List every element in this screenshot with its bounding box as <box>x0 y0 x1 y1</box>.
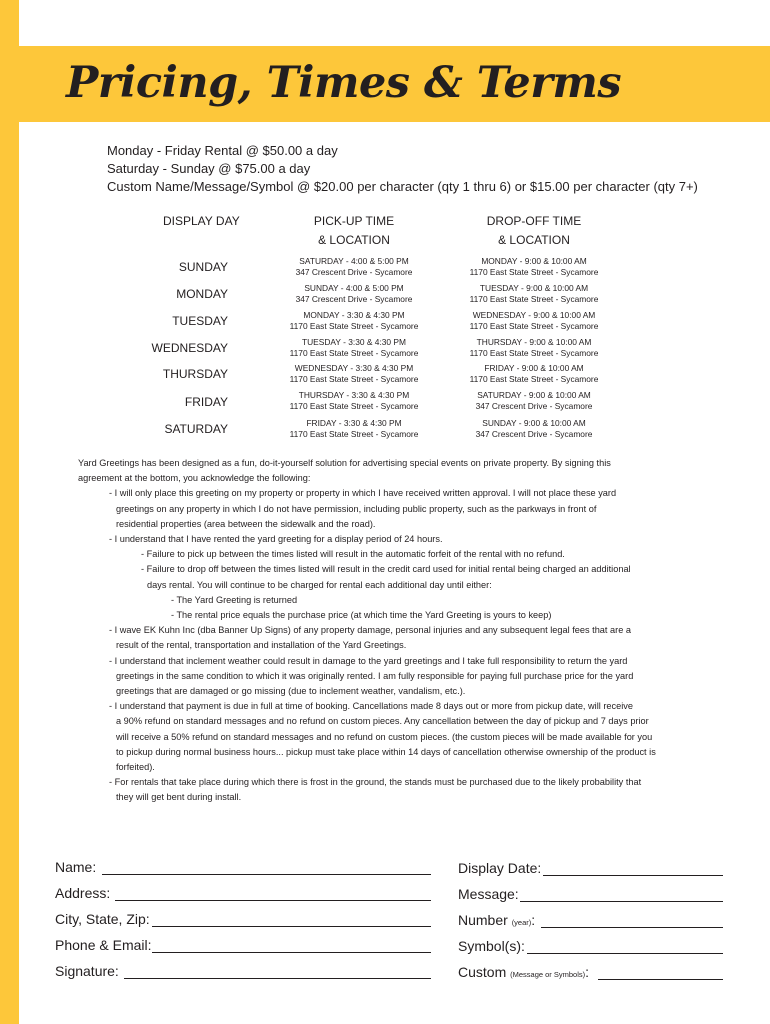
row-pickup: FRIDAY - 3:30 & 4:30 PM 1170 East State Street - Sycamore <box>289 418 419 439</box>
header-display-day: DISPLAY DAY <box>163 214 240 228</box>
rate-weekend: Saturday - Sunday @ $75.00 a day <box>107 161 311 176</box>
terms-line: - I understand that I have rented the yard greeting for a display period of 24 hours. <box>109 534 443 545</box>
row-day-tuesday: TUESDAY <box>172 314 228 328</box>
number-label: Number <box>458 912 508 928</box>
terms-line: greetings that are damaged or go missing (due to inclement weather, vandalism, etc.). <box>116 686 466 697</box>
terms-line: - For rentals that take place during which there is frost in the ground, the stands must be purchased due to the likely probability that <box>109 777 642 788</box>
terms-line: days rental. You will continue to be charged for rental each additional day until either: <box>147 579 492 590</box>
message-field <box>458 885 519 903</box>
terms-line: agreement at the bottom, you acknowledge the following: <box>78 473 311 484</box>
number-colon: : <box>531 912 536 928</box>
row-dropoff: SUNDAY - 9:00 & 10:00 AM 347 Crescent Drive - Sycamore <box>475 418 593 439</box>
message-input-line[interactable] <box>520 901 723 902</box>
terms-line: - Failure to pick up between the times listed will result in the automatic forfeit of the rental with no refund. <box>141 549 565 560</box>
row-pickup: MONDAY - 3:30 & 4:30 PM 1170 East State Street - Sycamore <box>289 310 419 331</box>
signature-input-line[interactable] <box>124 978 431 979</box>
custom-input-line[interactable] <box>598 979 723 980</box>
terms-line: - The Yard Greeting is returned <box>171 594 298 605</box>
display-date-label: Display Date: <box>458 860 542 876</box>
terms-line: result of the rental, transportation and installation of the Yard Greetings. <box>116 640 407 651</box>
terms-line: will receive a 50% refund on standard messages and no refund on custom pieces. (the custom pieces will be made available for you <box>116 731 653 742</box>
name-field <box>55 858 96 876</box>
phone-input-line[interactable] <box>152 952 431 953</box>
message-label: Message: <box>458 886 519 902</box>
terms-line: greetings in the same condition to which it was originally rented. I am fully responsible for paying full purchase price for the yard <box>116 670 634 681</box>
terms-line: - I wave EK Kuhn Inc (dba Banner Up Signs) of any property damage, personal injuries and any subsequent legal fees that are a <box>109 625 631 636</box>
row-day-saturday: SATURDAY <box>164 422 228 436</box>
name-label: Name: <box>55 859 97 875</box>
row-day-wednesday: WEDNESDAY <box>151 341 228 355</box>
address-label: Address: <box>55 885 111 901</box>
row-dropoff: MONDAY - 9:00 & 10:00 AM 1170 East State Street - Sycamore <box>469 256 599 277</box>
terms-line: forfeited). <box>116 762 155 773</box>
symbols-input-line[interactable] <box>527 953 723 954</box>
phone-label: Phone & Email: <box>55 937 152 953</box>
terms-line: - I understand that inclement weather could result in damage to the yard greetings and I take full responsibility to return the yard <box>109 655 628 666</box>
terms-line: - Failure to drop off between the times listed will result in the credit card used for initial rental being charged an additional <box>141 564 631 575</box>
row-pickup: WEDNESDAY - 3:30 & 4:30 PM 1170 East State Street - Sycamore <box>289 363 419 384</box>
terms-line: Yard Greetings has been designed as a fun, do-it-yourself solution for advertising special events on private property. By signing this <box>78 458 611 468</box>
signature-field <box>55 962 119 980</box>
left-accent-bar <box>0 0 19 1024</box>
custom-note: (Message or Symbols) <box>510 970 586 979</box>
terms-line: residential properties (area between the sidewalk and the road). <box>116 518 376 529</box>
custom-colon: : <box>585 964 590 980</box>
display-date-input-line[interactable] <box>543 875 723 876</box>
header-dropoff: DROP-OFF TIME & LOCATION <box>486 214 582 247</box>
row-dropoff: SATURDAY - 9:00 & 10:00 AM 347 Crescent Drive - Sycamore <box>475 390 593 411</box>
address-input-line[interactable] <box>115 900 431 901</box>
row-pickup: SATURDAY - 4:00 & 5:00 PM 347 Crescent Drive - Sycamore <box>295 256 413 277</box>
row-dropoff: THURSDAY - 9:00 & 10:00 AM 1170 East State Street - Sycamore <box>469 337 599 358</box>
row-dropoff: TUESDAY - 9:00 & 10:00 AM 1170 East State Street - Sycamore <box>469 283 599 304</box>
terms-line: - The rental price equals the purchase price (at which time the Yard Greeting is yours to keep) <box>171 610 552 621</box>
number-note: (year) <box>511 918 532 927</box>
custom-label: Custom <box>458 964 507 980</box>
terms-line: greetings on any property in which I do not have permission, including public property, such as the parkways in front of <box>116 503 597 514</box>
display-date-field <box>458 859 541 877</box>
page-title: Pricing, Times & Terms <box>66 58 622 108</box>
symbols-field <box>458 937 525 955</box>
number-input-line[interactable] <box>541 927 723 928</box>
row-day-thursday: THURSDAY <box>162 367 228 381</box>
number-field <box>458 911 535 932</box>
terms-text <box>78 456 678 806</box>
row-dropoff: WEDNESDAY - 9:00 & 10:00 AM 1170 East State Street - Sycamore <box>469 310 599 331</box>
symbols-label: Symbol(s): <box>458 938 525 954</box>
row-pickup: TUESDAY - 3:30 & 4:30 PM 1170 East State Street - Sycamore <box>289 337 419 358</box>
terms-line: a 90% refund on standard messages and no refund on custom pieces. Any cancellation between the day of pickup and 7 days prior <box>116 716 649 727</box>
name-input-line[interactable] <box>102 874 431 875</box>
city-label: City, State, Zip: <box>55 911 150 927</box>
terms-line: - I understand that payment is due in full at time of booking. Cancellations made 8 days out or more from pickup date, will receive <box>109 701 633 712</box>
row-dropoff: FRIDAY - 9:00 & 10:00 AM 1170 East State Street - Sycamore <box>469 363 599 384</box>
row-day-monday: MONDAY <box>176 287 228 301</box>
row-day-friday: FRIDAY <box>184 395 228 409</box>
city-input-line[interactable] <box>152 926 431 927</box>
terms-line: to pickup during normal business hours... pickup must take place within 14 days of cancellation otherwise ownership of the product is <box>116 746 656 757</box>
rate-weekday: Monday - Friday Rental @ $50.00 a day <box>107 143 338 158</box>
row-day-sunday: SUNDAY <box>178 260 228 274</box>
header-pickup: PICK-UP TIME & LOCATION <box>313 214 395 247</box>
custom-field <box>458 963 589 984</box>
row-pickup: SUNDAY - 4:00 & 5:00 PM 347 Crescent Drive - Sycamore <box>295 283 413 304</box>
phone-field <box>55 936 152 954</box>
terms-line: - I will only place this greeting on my property or property in which I have received written approval. I will not place these yard <box>109 488 617 499</box>
row-pickup: THURSDAY - 3:30 & 4:30 PM 1170 East State Street - Sycamore <box>289 390 419 411</box>
city-field <box>55 910 150 928</box>
terms-line: they will get bent during install. <box>116 792 242 803</box>
rates-list <box>107 142 698 196</box>
rate-custom: Custom Name/Message/Symbol @ $20.00 per character (qty 1 thru 6) or $15.00 per character (qty 7+) <box>107 179 698 194</box>
address-field <box>55 884 110 902</box>
signature-label: Signature: <box>55 963 119 979</box>
